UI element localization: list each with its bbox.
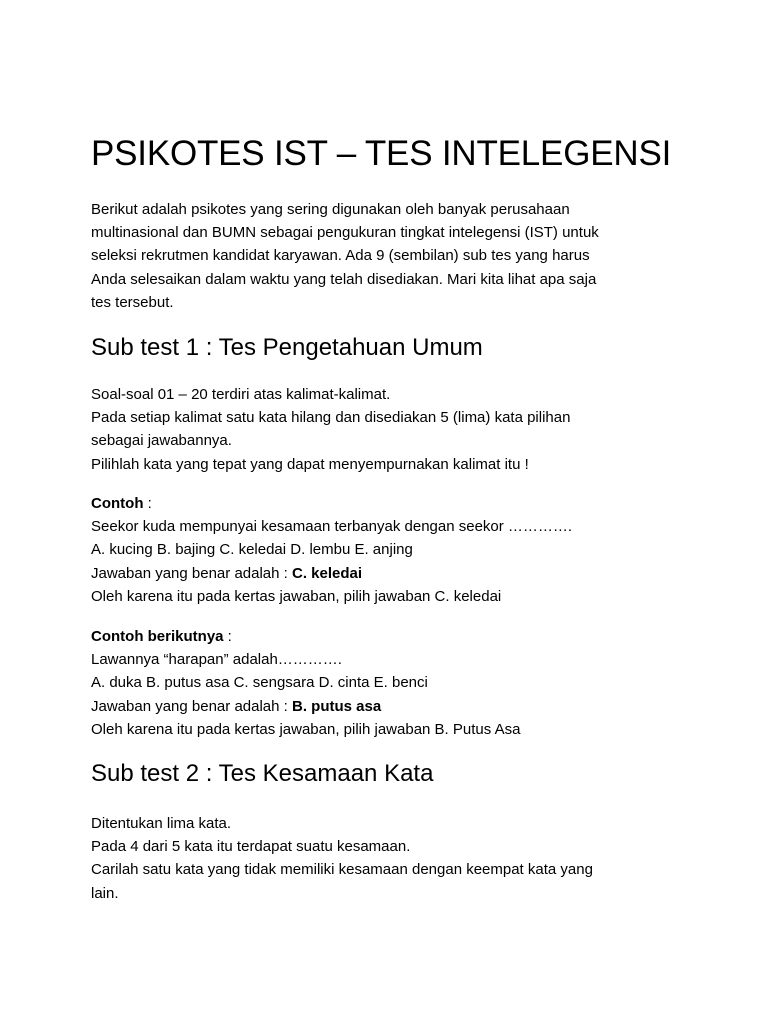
example-label: Contoh berikutnya	[91, 628, 224, 645]
example-explanation: Oleh karena itu pada kertas jawaban, pilih jawaban C. keledai	[91, 587, 502, 605]
subtest2-heading: Sub test 2 : Tes Kesamaan Kata	[91, 760, 434, 787]
answer-value: C. keledai	[291, 564, 363, 582]
instruction-line: lain.	[91, 884, 119, 902]
answer-prefix: Jawaban yang benar adalah :	[91, 697, 292, 715]
example-answer-line	[91, 562, 691, 585]
instruction-line: Ditentukan lima kata.	[91, 815, 232, 832]
page-title: PSIKOTES IST – TES INTELEGENSI	[91, 134, 672, 173]
example-answer-line	[91, 695, 691, 718]
instruction-line: sebagai jawabannya.	[91, 432, 232, 450]
intro-line: Berikut adalah psikotes yang sering digunakan oleh banyak perusahaan	[91, 201, 570, 218]
example-options: A. duka B. putus asa C. sengsara D. cinta E. benci	[91, 674, 428, 692]
example-label: Contoh	[91, 495, 144, 512]
example-question: Seekor kuda mempunyai kesamaan terbanyak dengan seekor ………….	[91, 518, 573, 536]
example-label-suffix: :	[143, 495, 152, 512]
subtest1-heading: Sub test 1 : Tes Pengetahuan Umum	[91, 334, 483, 361]
example-options: A. kucing B. bajing C. keledai D. lembu E. anjing	[91, 541, 413, 559]
intro-line: seleksi rekrutmen kandidat karyawan. Ada 9 (sembilan) sub tes yang harus	[91, 247, 590, 265]
subtest2-instructions	[91, 812, 691, 905]
example-2	[91, 625, 691, 741]
example-question: Lawannya “harapan” adalah………….	[91, 651, 342, 669]
example-explanation: Oleh karena itu pada kertas jawaban, pilih jawaban B. Putus Asa	[91, 720, 521, 738]
intro-line: Anda selesaikan dalam waktu yang telah disediakan. Mari kita lihat apa saja	[91, 270, 597, 288]
example-label-suffix: :	[223, 628, 232, 645]
instruction-line: Carilah satu kata yang tidak memiliki kesamaan dengan keempat kata yang	[91, 861, 593, 879]
intro-line: multinasional dan BUMN sebagai pengukuran tingkat intelegensi (IST) untuk	[91, 224, 599, 242]
intro-paragraph	[91, 198, 691, 314]
subtest1-instructions	[91, 383, 691, 476]
instruction-line: Pada setiap kalimat satu kata hilang dan disediakan 5 (lima) kata pilihan	[91, 409, 571, 427]
instruction-line: Pada 4 dari 5 kata itu terdapat suatu kesamaan.	[91, 838, 411, 856]
instruction-line: Pilihlah kata yang tepat yang dapat menyempurnakan kalimat itu !	[91, 455, 529, 473]
answer-prefix: Jawaban yang benar adalah :	[91, 564, 292, 582]
example-label-line	[91, 492, 691, 515]
example-label-line	[91, 625, 691, 648]
answer-value: B. putus asa	[291, 697, 382, 715]
intro-line: tes tersebut.	[91, 293, 174, 311]
example-1	[91, 492, 691, 608]
instruction-line: Soal-soal 01 – 20 terdiri atas kalimat-kalimat.	[91, 386, 391, 403]
